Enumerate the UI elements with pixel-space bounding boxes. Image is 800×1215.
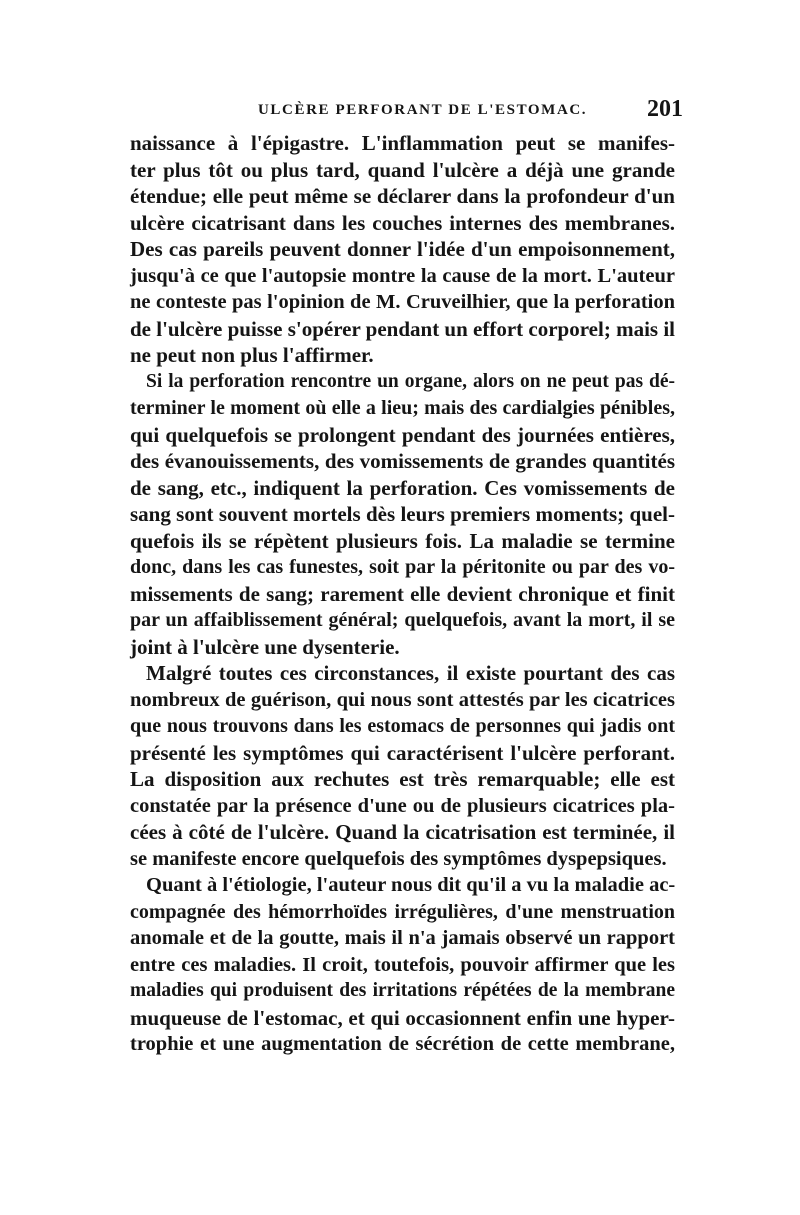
text-line: ter plus tôt ou plus tard, quand l'ulcère a déjà une grande bbox=[130, 157, 675, 182]
text-line: Quant à l'étiologie, l'auteur nous dit qu'il a vu la maladie ac- bbox=[146, 874, 676, 896]
text-line: Si la perforation rencontre un organe, alors on ne peut pas dé- bbox=[146, 370, 675, 392]
text-line: des évanouissements, des vomissements de grandes quantités bbox=[130, 449, 675, 473]
text-line: missements de sang; rarement elle devient chronique et finit bbox=[130, 581, 675, 606]
text-line: jusqu'à ce que l'autopsie montre la cause de la mort. L'auteur bbox=[130, 264, 675, 287]
text-line: La disposition aux rechutes est très remarquable; elle est bbox=[130, 767, 675, 791]
text-line: joint à l'ulcère une dysenterie. bbox=[130, 634, 400, 659]
text-line: se manifeste encore quelquefois des symptômes dyspepsiques. bbox=[130, 847, 667, 870]
text-line: de sang, etc., indiquent la perforation. Ces vomissements de bbox=[130, 475, 675, 500]
text-line: ne peut non plus l'affirmer. bbox=[130, 343, 374, 367]
text-line: naissance à l'épigastre. L'inflammation peut se manifes- bbox=[130, 131, 675, 155]
text-line: Malgré toutes ces circonstances, il existe pourtant des cas bbox=[146, 661, 675, 685]
text-line: cées à côté de l'ulcère. Quand la cicatrisation est terminée, il bbox=[130, 820, 675, 844]
text-line: entre ces maladies. Il croit, toutefois, pouvoir affirmer que les bbox=[130, 953, 675, 976]
text-line: Des cas pareils peuvent donner l'idée d'un empoisonnement, bbox=[130, 237, 675, 261]
text-line: nombreux de guérison, qui nous sont attestés par les cicatrices bbox=[130, 688, 675, 711]
running-title: ULCÈRE PERFORANT DE L'ESTOMAC. bbox=[258, 102, 588, 118]
text-line: constatée par la présence d'une ou de plusieurs cicatrices pla- bbox=[130, 794, 675, 817]
text-line: qui quelquefois se prolongent pendant des journées entières, bbox=[130, 422, 675, 447]
text-line: donc, dans les cas funestes, soit par la péritonite ou par des vo- bbox=[130, 556, 675, 578]
text-line: que nous trouvons dans les estomacs de personnes qui jadis ont bbox=[130, 715, 675, 737]
page-number: 201 bbox=[647, 96, 683, 122]
text-line: quefois ils se répètent plusieurs fois. La maladie se termine bbox=[130, 528, 675, 553]
text-line: trophie et une augmentation de sécrétion de cette membrane, bbox=[130, 1033, 675, 1055]
text-line: ulcère cicatrisant dans les couches internes des membranes. bbox=[130, 210, 675, 235]
text-line: étendue; elle peut même se déclarer dans la profondeur d'un bbox=[130, 184, 675, 208]
text-line: de l'ulcère puisse s'opérer pendant un effort corporel; mais il bbox=[130, 316, 675, 341]
text-line: muqueuse de l'estomac, et qui occasionnent enfin une hyper- bbox=[130, 1005, 675, 1030]
text-line: terminer le moment où elle a lieu; mais des cardialgies pénibles, bbox=[130, 397, 675, 419]
text-line: anomale et de la goutte, mais il n'a jamais observé un rapport bbox=[130, 927, 675, 949]
page-header bbox=[258, 98, 683, 128]
text-line: compagnée des hémorrhoïdes irrégulières, d'une menstruation bbox=[130, 900, 675, 923]
text-line: présenté les symptômes qui caractérisent l'ulcère perforant. bbox=[130, 740, 675, 765]
text-line: sang sont souvent mortels dès leurs premiers moments; quel- bbox=[130, 502, 675, 526]
text-line: ne conteste pas l'opinion de M. Cruveilhier, que la perforation bbox=[130, 291, 675, 313]
body-text bbox=[130, 130, 675, 1058]
text-line: maladies qui produisent des irritations répétées de la membrane bbox=[130, 980, 675, 1001]
text-line: par un affaiblissement général; quelquefois, avant la mort, il se bbox=[130, 609, 675, 631]
